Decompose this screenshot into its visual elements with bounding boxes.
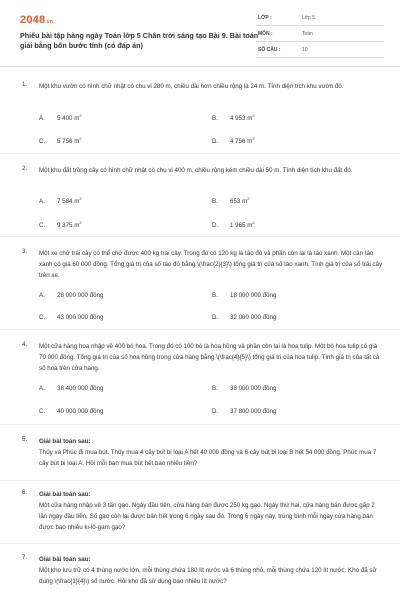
logo-text: 2048	[20, 14, 46, 26]
question-body	[39, 436, 383, 469]
option-d[interactable]	[212, 408, 276, 415]
option-letter: A.	[39, 198, 45, 206]
option-a[interactable]	[39, 113, 82, 122]
option-letter: C.	[39, 314, 46, 321]
option-exponent: 2	[247, 196, 250, 201]
option-letter: C.	[39, 138, 46, 146]
option-exponent: 2	[252, 220, 255, 225]
question-divider	[0, 480, 400, 481]
option-b[interactable]	[212, 385, 276, 392]
question-text: Thủy và Phúc đi mua bút. Thủy mua 4 cây bút bi loại A hết 40 000 đồng và 6 cây bút bi loại B hết 54 000 đồng. Phúc mua 7 cây bút bi loại A. Hỏi mỗi bạn mua bút hết bao nhiêu tiền?	[39, 449, 377, 467]
option-value: 37 800 000 đồng	[230, 408, 277, 415]
option-letter: B.	[212, 292, 218, 299]
site-logo[interactable]	[20, 14, 53, 26]
question-body	[39, 554, 383, 587]
mon-label: MÔN :	[258, 31, 273, 37]
option-value: 28 000 000 đồng	[57, 292, 104, 299]
question-text: Một khu vườn có hình chữ nhật có chu vi 280 m, chiều dài hơn chiều rộng là 24 m. Tính diện tích khu vườn đó.	[39, 83, 344, 90]
option-letter: B.	[212, 115, 218, 123]
question-number: 4.	[22, 341, 28, 348]
page-header	[18, 14, 382, 59]
mon-value: Toán	[302, 31, 313, 37]
question-divider	[0, 153, 400, 154]
lop-value: Lớp 5	[302, 15, 316, 21]
option-letter: C.	[39, 222, 46, 230]
option-letter: D.	[212, 314, 219, 321]
option-c[interactable]	[39, 136, 82, 145]
socau-value: 10	[302, 47, 308, 53]
question-text: Một xe chở trái cây có thể chở được 400 kg trái cây. Trong đó có 120 kg là táo đỏ và phần còn lại là táo xanh. Một cân táo xanh có giá 60 000 đồng. Tổng giá trị của số táo đỏ bằng \(\frac{2}{3}\) tổng giá trị của số táo xanh. Tính giá trị của số trái cây trên xe.	[39, 250, 383, 279]
question-text: Một khu đất trồng cây có hình chữ nhật có chu vi 400 m, chiều rộng kém chiều dài 50 m. Tính diện tích khu đất đó.	[39, 167, 353, 174]
option-exponent: 2	[79, 113, 82, 118]
option-exponent: 2	[252, 136, 255, 141]
option-value: 653 m	[230, 198, 248, 206]
question-lead: Giải bài toán sau:	[39, 438, 91, 445]
option-value: 1 965 m	[230, 222, 253, 230]
option-b[interactable]	[212, 292, 276, 299]
option-a[interactable]	[39, 385, 103, 392]
meta-row-socau	[256, 46, 384, 58]
question-body	[39, 489, 383, 533]
meta-table	[256, 14, 384, 62]
option-letter: B.	[212, 385, 218, 392]
option-value: 9 375 m	[57, 222, 80, 230]
option-value: 5 400 m	[57, 115, 80, 123]
option-a[interactable]	[39, 196, 82, 205]
option-exponent: 2	[79, 136, 82, 141]
option-c[interactable]	[39, 220, 82, 229]
option-letter: B.	[212, 198, 218, 206]
question-number: 5.	[22, 436, 28, 443]
option-c[interactable]	[39, 314, 103, 321]
option-value: 38 400 000 đồng	[57, 385, 104, 392]
option-value: 7 584 m	[57, 198, 80, 206]
question-number: 1.	[22, 81, 28, 88]
lop-label: LỚP :	[258, 15, 272, 21]
option-value: 4 953 m	[230, 115, 253, 123]
question-lead: Giải bài toán sau:	[39, 491, 91, 498]
option-c[interactable]	[39, 408, 103, 415]
option-value: 5 756 m	[57, 138, 80, 146]
meta-row-lop	[256, 14, 384, 26]
option-value: 18 000 000 đồng	[230, 292, 277, 299]
option-value: 43 000 000 đồng	[57, 314, 104, 321]
option-a[interactable]	[39, 292, 103, 299]
question-number: 7.	[22, 554, 28, 561]
option-d[interactable]	[212, 220, 255, 229]
option-value: 4 756 m	[230, 138, 253, 146]
question-text: Một kho lưu trữ có 4 thùng nước lớn, mỗi thùng chứa 180 lít nước và 6 thùng nhỏ, mỗi thùng chứa 120 lít nước. Kho đã sử dụng \(\frac{1}{4}\) số nước. Hỏi kho đã sử dụng bao nhiêu lít nước?	[39, 567, 377, 585]
question-number: 6.	[22, 489, 28, 496]
option-letter: C.	[39, 408, 46, 415]
option-b[interactable]	[212, 196, 249, 205]
option-exponent: 2	[79, 196, 82, 201]
option-d[interactable]	[212, 314, 276, 321]
option-letter: A.	[39, 115, 45, 123]
question-divider	[0, 424, 400, 425]
question-number: 2.	[22, 165, 28, 172]
question-text: Một cửa hàng nhập về 3 tấn gạo. Ngày đầu tiên, cửa hàng bán được 250 kg gạo. Ngày thứ hai, cửa hàng bán được gấp 2 lần ngày đầu tiên. Số gạo còn lại được bán hết trong 6 ngày sau đó. Trong 6 ngày này, trung bình mỗi ngày cửa hàng bán được bao nhiêu ki-lô-gam gạo?	[39, 502, 375, 531]
option-letter: A.	[39, 292, 45, 299]
meta-row-mon	[256, 30, 384, 42]
header-divider	[0, 66, 400, 67]
question-lead: Giải bài toán sau:	[39, 556, 91, 563]
option-letter: D.	[212, 138, 219, 146]
logo-tld: .vn	[45, 19, 54, 25]
option-value: 32 000 000 đồng	[230, 314, 277, 321]
question-divider	[0, 329, 400, 330]
option-letter: A.	[39, 385, 45, 392]
question-text: Một cửa hàng hoa nhập về 400 bó hoa. Trong đó có 100 bó là hoa hồng và phần còn lại là hoa tulip. Một bó hoa tulip có giá 70 000 đồng. Tổng giá trị của số hoa hồng trong cửa hàng bằng \(\frac{4}{5}\) tổng giá trị của hoa tulip. Tính giá trị của tất cả số hoa trên cửa hàng.	[39, 343, 380, 372]
question-divider	[0, 543, 400, 544]
option-b[interactable]	[212, 113, 255, 122]
worksheet-title: Phiếu bài tập hàng ngày Toán lớp 5 Chân trời sáng tạo Bài 9. Bài toán giải bằng bốn bước tính (có đáp án)	[20, 31, 259, 50]
question-divider	[0, 236, 400, 237]
option-exponent: 2	[252, 113, 255, 118]
socau-label: SỐ CÂU :	[258, 47, 281, 53]
option-exponent: 2	[79, 220, 82, 225]
option-letter: D.	[212, 408, 219, 415]
option-value: 40 000 000 đồng	[57, 408, 104, 415]
question-number: 3.	[22, 248, 28, 255]
option-value: 38 000 000 đồng	[230, 385, 277, 392]
option-d[interactable]	[212, 136, 255, 145]
option-letter: D.	[212, 222, 219, 230]
